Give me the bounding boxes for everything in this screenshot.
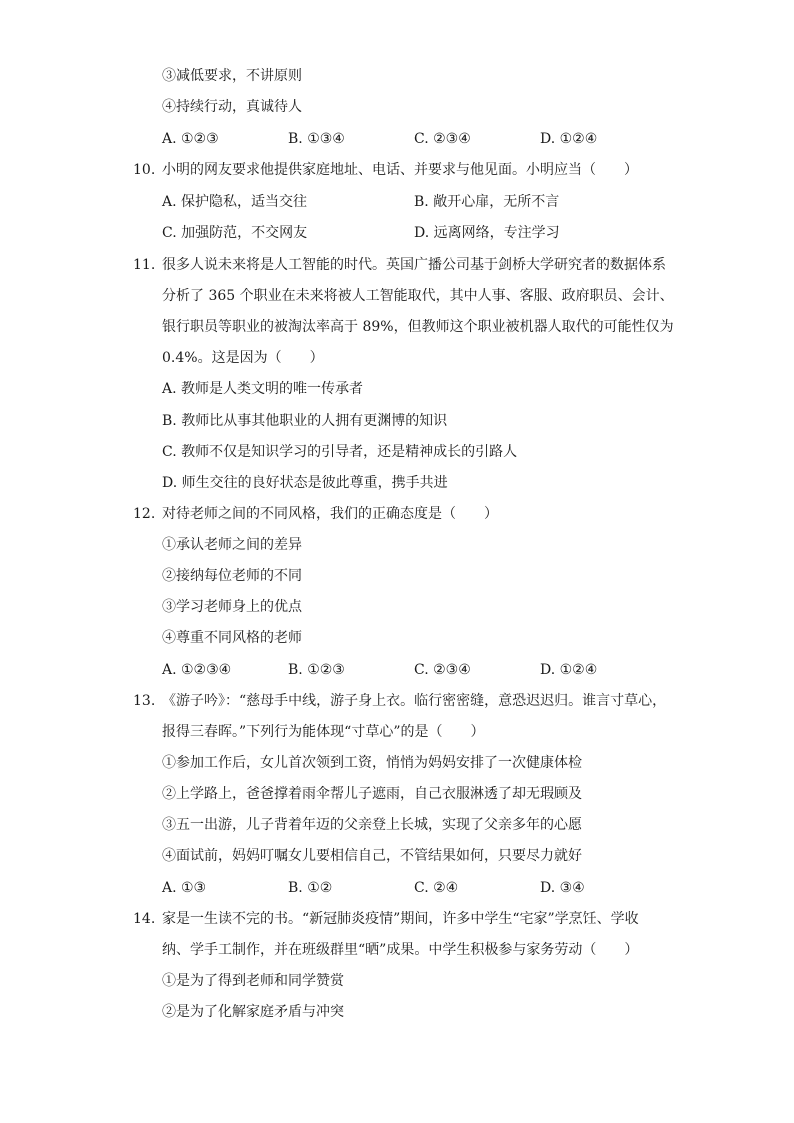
item-2: ②接纳每位老师的不同 (162, 568, 302, 584)
question-stem-line: 很多人说未来将是人工智能的时代。英国广播公司基于剑桥大学研究者的数据体系 (162, 257, 666, 273)
question-stem: 对待老师之间的不同风格，我们的正确态度是（ ） (162, 506, 498, 522)
item-2: ②是为了化解家庭矛盾与冲突 (162, 1004, 344, 1020)
option-d: D. ①②④ (540, 662, 598, 678)
question-stem-line: 纳、学手工制作，并在班级群里“晒”成果。中学生积极参与家务劳动（ ） (162, 942, 639, 958)
option-c: C. ②③④ (414, 662, 471, 678)
option-b: B. 教师比从事其他职业的人拥有更渊博的知识 (162, 413, 448, 429)
question-number: 13. (133, 693, 156, 709)
option-c: C. 加强防范，不交网友 (162, 225, 308, 241)
question-number: 14. (133, 911, 156, 927)
option-d: D. 师生交往的良好状态是彼此尊重，携手共进 (162, 475, 448, 491)
option-b: B. ①③④ (288, 131, 345, 147)
option-d: D. ③④ (540, 880, 585, 896)
option-d: D. 远离网络，专注学习 (414, 225, 560, 241)
option-a: A. ①③ (162, 880, 207, 896)
option-c: C. ②③④ (414, 131, 471, 147)
question-stem-line: 0.4%。这是因为（ ） (162, 350, 324, 366)
option-c: C. ②④ (414, 880, 459, 896)
item-4: ④尊重不同风格的老师 (162, 630, 302, 646)
item-2: ②上学路上，爸爸撑着雨伞帮儿子遮雨，自己衣服淋透了却无瑕顾及 (162, 786, 582, 802)
question-number: 10. (133, 162, 156, 178)
question-stem-line: 银行职员等职业的被淘汰率高于 89%，但教师这个职业被机器人取代的可能性仅为 (162, 319, 674, 335)
option-b: B. 敞开心扉，无所不言 (414, 194, 560, 210)
option-b: B. ①② (288, 880, 333, 896)
option-c: C. 教师不仅是知识学习的引导者，还是精神成长的引路人 (162, 444, 518, 460)
item-4: ④面试前，妈妈叮嘱女儿要相信自己，不管结果如何，只要尽力就好 (162, 848, 582, 864)
question-number: 12. (133, 506, 156, 522)
option-a: A. 教师是人类文明的唯一传承者 (162, 381, 364, 397)
question-number: 11. (133, 257, 156, 273)
option-a: A. ①②③④ (162, 662, 232, 678)
question-stem-line: 报得三春晖。”下列行为能体现“寸草心”的是（ ） (162, 724, 485, 740)
question-stem-line: 家是一生读不完的书。“新冠肺炎疫情”期间，许多中学生“宅家”学烹饪、学收 (162, 911, 639, 927)
question-stem-line: 分析了 365 个职业在未来将被人工智能取代，其中人事、客服、政府职员、会计、 (162, 288, 674, 304)
question-stem: 小明的网友要求他提供家庭地址、电话、并要求与他见面。小明应当（ ） (162, 162, 638, 178)
option-a: A. 保护隐私，适当交往 (162, 194, 308, 210)
question-stem-line: 《游子吟》：“慈母手中线，游子身上衣。临行密密缝，意恐迟迟归。谁言寸草心， (162, 693, 667, 709)
item-3: ③五一出游，儿子背着年迈的父亲登上长城，实现了父亲多年的心愿 (162, 817, 582, 833)
item-3: ③减低要求，不讲原则 (162, 68, 302, 84)
item-1: ①参加工作后，女儿首次领到工资，悄悄为妈妈安排了一次健康体检 (162, 755, 582, 771)
item-3: ③学习老师身上的优点 (162, 599, 302, 615)
item-1: ①是为了得到老师和同学赞赏 (162, 973, 344, 989)
option-a: A. ①②③ (162, 131, 219, 147)
item-4: ④持续行动，真诚待人 (162, 99, 302, 115)
option-d: D. ①②④ (540, 131, 598, 147)
item-1: ①承认老师之间的差异 (162, 537, 302, 553)
option-b: B. ①②③ (288, 662, 345, 678)
